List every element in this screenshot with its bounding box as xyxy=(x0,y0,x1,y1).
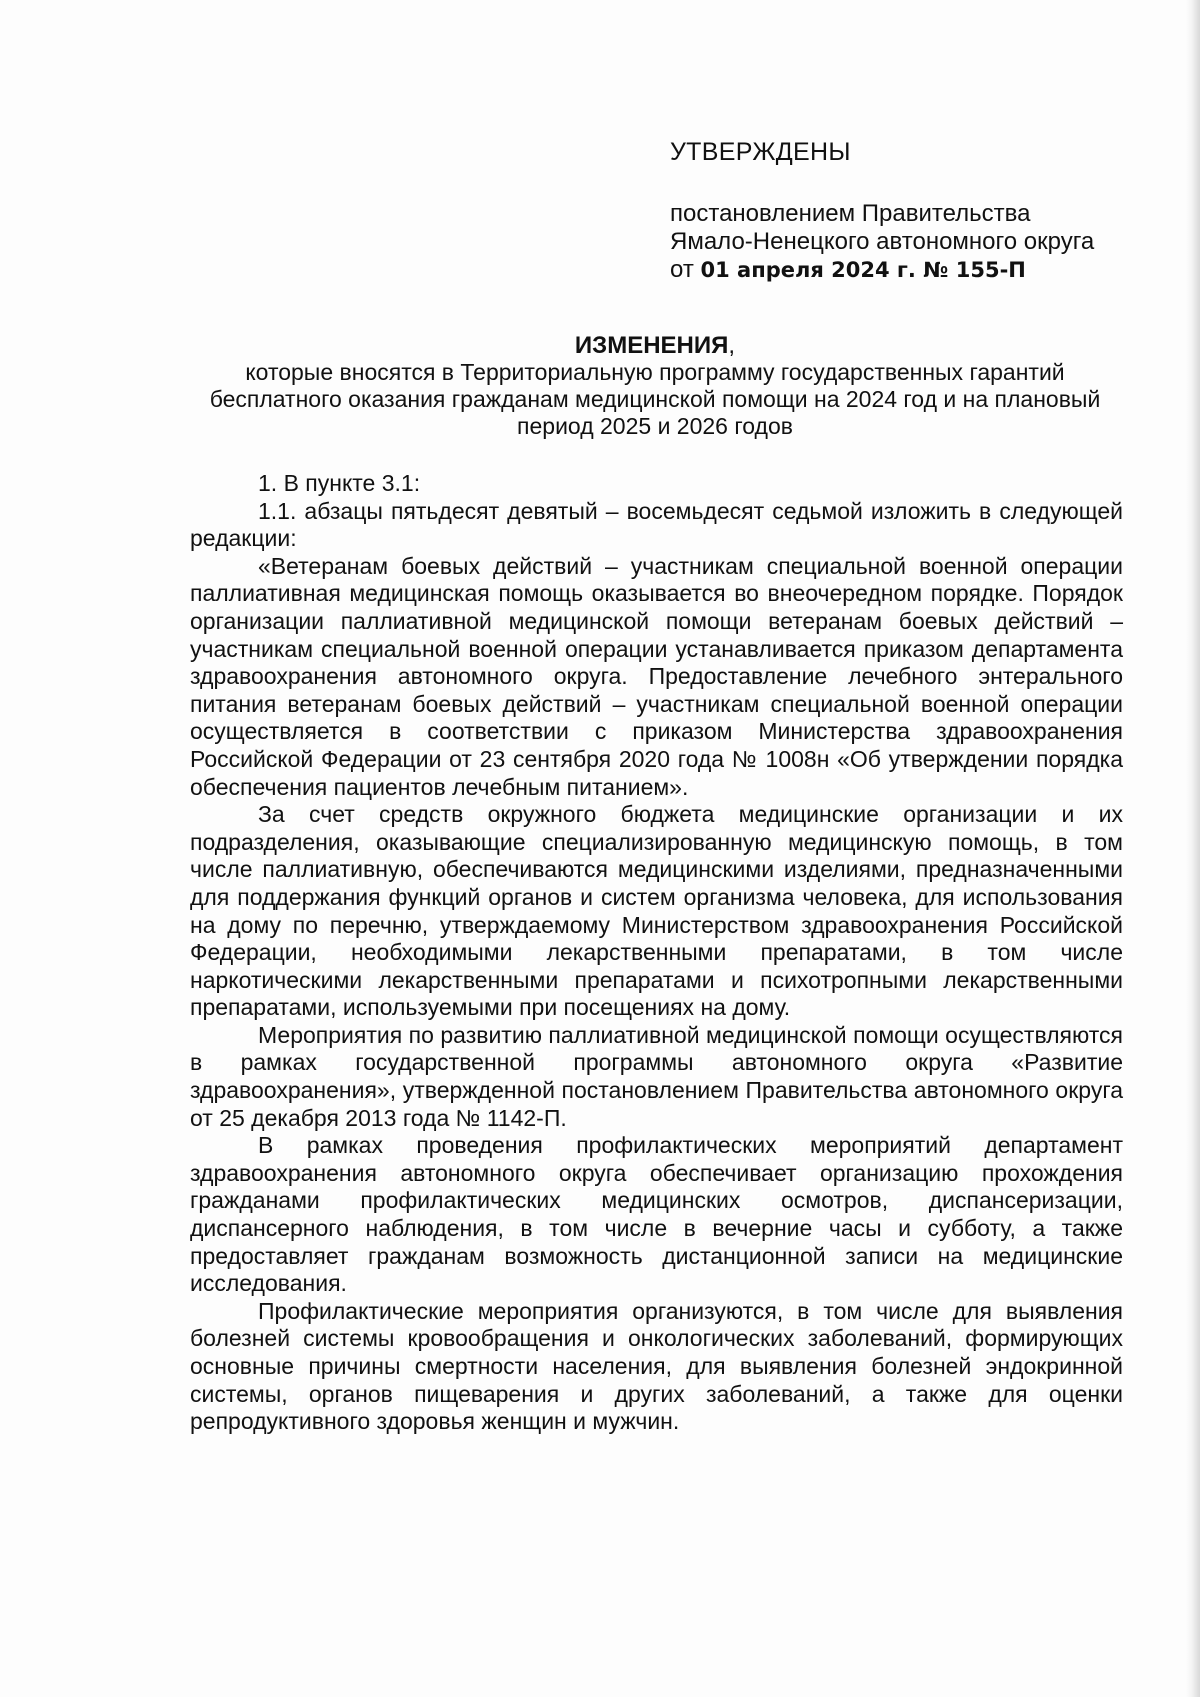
approval-date-line xyxy=(670,256,1140,284)
paragraph-4: За счет средств окружного бюджета медицинские организации и их подразделения, оказывающие специализированную медицинскую помощь, в том числе паллиативную, обеспечиваются медицинскими изделиями, предназначенными для поддержания функций органов и систем организма человека, для использования на дому по перечню, утверждаемому Министерством здравоохранения Российской Федерации, необходимыми лекарственными препаратами, в том числе наркотическими лекарственными препаратами и психотропными лекарственными препаратами, используемыми при посещениях на дому. xyxy=(190,801,1123,1021)
approval-stamp-title: УТВЕРЖДЕНЫ xyxy=(670,138,851,166)
paragraph-6: В рамках проведения профилактических мероприятий департамент здравоохранения автономного округа обеспечивает организацию прохождения гражданами профилактических медицинских осмотров, диспансеризации, диспансерного наблюдения, в том числе в вечерние часы и субботу, а также предоставляет гражданам возможность дистанционной записи на медицинские исследования. xyxy=(190,1132,1123,1297)
paragraph-7: Профилактические мероприятия организуются, в том числе для выявления болезней системы кровообращения и онкологических заболеваний, формирующих основные причины смертности населения, для выявления болезней эндокринной системы, органов пищеварения и других заболеваний, а также для оценки репродуктивного здоровья женщин и мужчин. xyxy=(190,1297,1123,1435)
document-heading xyxy=(190,332,1120,440)
paragraph-2: 1.1. абзацы пятьдесят девятый – восемьдесят седьмой изложить в следующей редакции: xyxy=(190,497,1123,552)
approval-date-prefix: от xyxy=(670,256,701,283)
paragraph-1: 1. В пункте 3.1: xyxy=(258,470,421,496)
paragraph-3: «Ветеранам боевых действий – участникам специальной военной операции паллиативная медицинская помощь оказывается во внеочередном порядке. Порядок организации паллиативной медицинской помощи ветеранам боевых действий – участникам специальной военной операции устанавливается приказом департамента здравоохранения автономного округа. Предоставление лечебного энтерального питания ветеранам боевых действий – участникам специальной военной операции осуществляется в соответствии с приказом Министерства здравоохранения Российской Федерации от 23 сентября 2020 года № 1008н «Об утверждении порядка обеспечения пациентов лечебным питанием». xyxy=(190,552,1123,800)
document-title-text: ИЗМЕНЕНИЯ xyxy=(574,332,729,359)
paragraph-5: Мероприятия по развитию паллиативной медицинской помощи осуществляются в рамках государственной программы автономного округа «Развитие здравоохранения», утвержденной постановлением Правительства автономного округа от 25 декабря 2013 года № 1142-П. xyxy=(190,1021,1123,1131)
approval-date: 01 апреля 2024 г. № 155-П xyxy=(700,258,1026,282)
document-subtitle: которые вносятся в Территориальную программу государственных гарантий бесплатного оказания гражданам медицинской помощи на 2024 год и на плановый период 2025 и 2026 годов xyxy=(209,359,1101,439)
approval-line-2: Ямало-Ненецкого автономного округа xyxy=(670,228,1095,255)
approval-line-1: постановлением Правительства xyxy=(670,200,1031,227)
document-title-suffix: , xyxy=(728,332,736,359)
scan-edge-shadow xyxy=(1186,0,1200,1697)
document-body xyxy=(190,470,1123,1436)
approval-block xyxy=(670,138,1140,284)
document-title xyxy=(190,332,1120,359)
